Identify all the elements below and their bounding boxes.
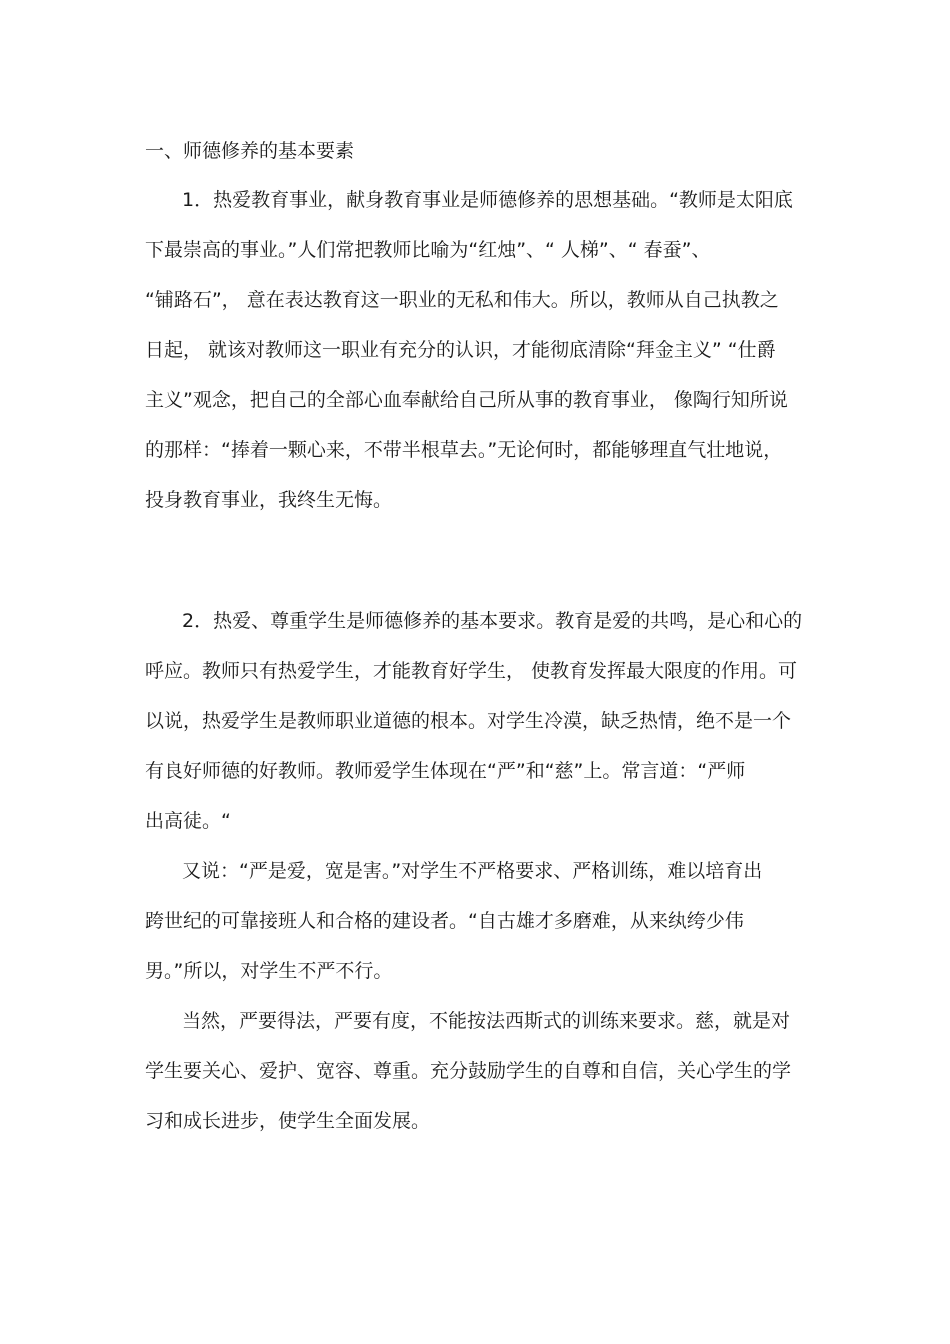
paragraph-line: 日起， 就该对教师这一职业有充分的认识，才能彻底清除“拜金主义” “仕爵 bbox=[145, 339, 776, 361]
paragraph-line: 跨世纪的可靠接班人和合格的建设者。“自古雄才多磨难，从来纨绔少伟 bbox=[145, 910, 744, 932]
paragraph-line: 1．热爱教育事业，献身教育事业是师德修养的思想基础。“教师是太阳底 bbox=[182, 189, 793, 211]
paragraph-line: 又说：“严是爱，宽是害。”对学生不严格要求、严格训练，难以培育出 bbox=[182, 860, 763, 882]
paragraph-line: 下最崇高的事业。”人们常把教师比喻为“红烛”、“ 人梯”、“ 春蚕”、 bbox=[145, 239, 711, 261]
paragraph-line: 有良好师德的好教师。教师爱学生体现在“严”和“慈”上。常言道：“严师 bbox=[145, 760, 746, 782]
paragraph-line: 出高徒。“ bbox=[145, 810, 231, 832]
paragraph-line: 主义”观念，把自己的全部心血奉献给自己所从事的教育事业， 像陶行知所说 bbox=[145, 389, 788, 411]
paragraph-line: 呼应。教师只有热爱学生，才能教育好学生， 使教育发挥最大限度的作用。可 bbox=[145, 660, 798, 682]
paragraph-line: 当然，严要得法，严要有度，不能按法西斯式的训练来要求。慈，就是对 bbox=[182, 1010, 791, 1032]
paragraph-line: 男。”所以，对学生不严不行。 bbox=[145, 960, 393, 982]
paragraph-line: 以说，热爱学生是教师职业道德的根本。对学生冷漠，缺乏热情，绝不是一个 bbox=[145, 710, 792, 732]
paragraph-line: 2．热爱、尊重学生是师德修养的基本要求。教育是爱的共鸣，是心和心的 bbox=[182, 610, 803, 632]
paragraph-line: 投身教育事业，我终生无悔。 bbox=[145, 489, 393, 511]
paragraph-line: 习和成长进步，使学生全面发展。 bbox=[145, 1110, 431, 1132]
paragraph-line: 的那样：“捧着一颗心来，不带半根草去。”无论何时，都能够理直气壮地说， bbox=[145, 439, 783, 461]
paragraph-line: 学生要关心、爱护、宽容、尊重。充分鼓励学生的自尊和自信，关心学生的学 bbox=[145, 1060, 792, 1082]
section-heading: 一、师德修养的基本要素 bbox=[145, 140, 355, 162]
paragraph-line: “铺路石”， 意在表达教育这一职业的无私和伟大。所以，教师从自己执教之 bbox=[145, 289, 779, 311]
